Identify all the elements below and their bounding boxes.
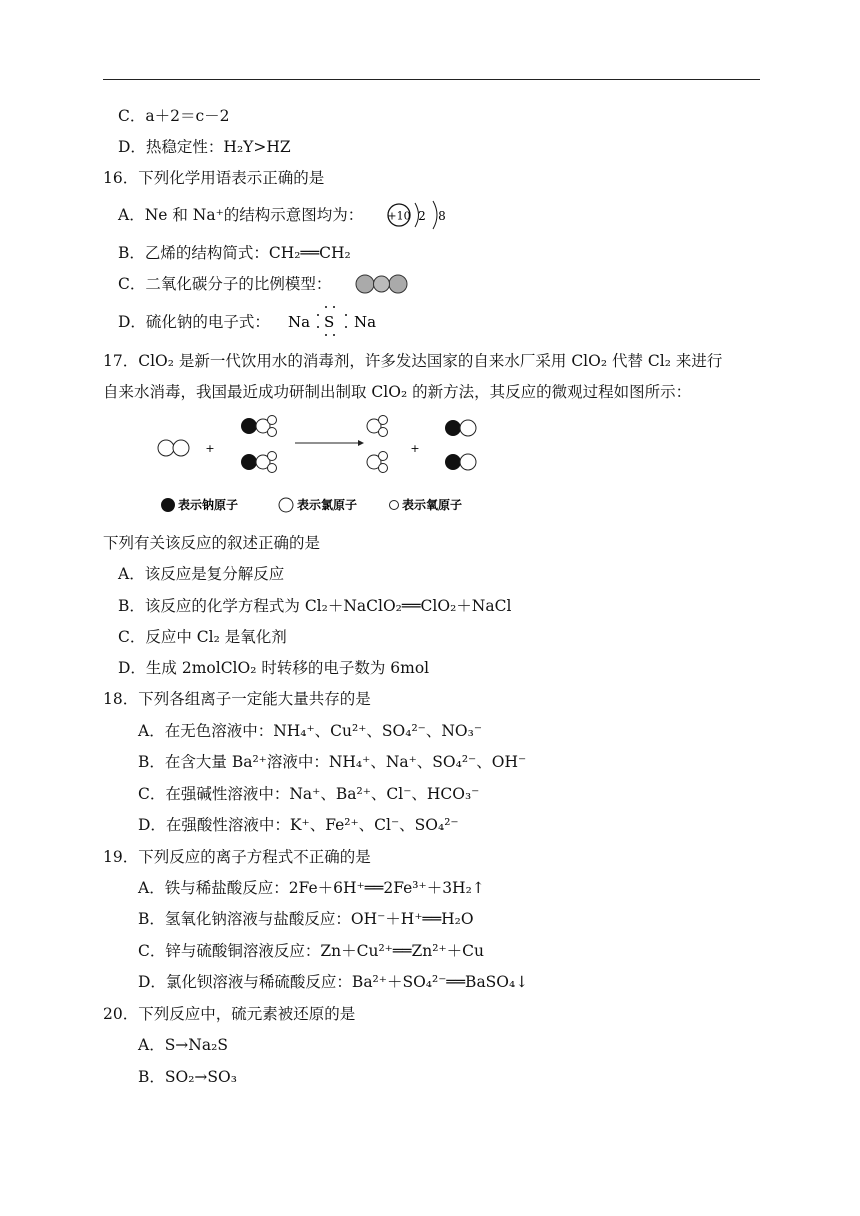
q19-option-a: A．铁与稀盐酸反应：2Fe＋6H⁺══2Fe³⁺＋3H₂↑ [138, 879, 485, 897]
na-left: Na [288, 313, 311, 331]
legend-sodium-marker [161, 498, 175, 512]
reaction-arrow-head [358, 440, 364, 446]
oxygen-atom-right [389, 275, 407, 293]
carbon-atom [374, 276, 390, 292]
co2-space-filling-model [354, 272, 410, 296]
question-17-line2: 自来水消毒，我国最近成功研制出制取 ClO₂ 的新方法，其反应的微观过程如图所示： [103, 383, 692, 401]
legend [161, 497, 462, 512]
q20-option-a: A．S→Na₂S [138, 1036, 228, 1054]
plus-sign-1: + [205, 442, 215, 455]
q19-option-b: B．氢氧化钠溶液与盐酸反应：OH⁻＋H⁺══H₂O [138, 910, 474, 928]
question-16: 16．下列化学用语表示正确的是 [103, 169, 325, 187]
q16-option-b: B．乙烯的结构简式：CH₂══CH₂ [118, 244, 351, 262]
question-17-line1: 17．ClO₂ 是新一代饮用水的消毒剂，许多发达国家的自来水厂采用 ClO₂ 代替 Cl₂ 来进行 [103, 352, 723, 370]
question-18: 18．下列各组离子一定能大量共存的是 [103, 690, 371, 708]
q19-option-d: D．氯化钡溶液与稀硫酸反应：Ba²⁺＋SO₄²⁻══BaSO₄↓ [138, 973, 529, 991]
cl2-molecule [158, 440, 189, 456]
q16d-label: D．硫化钠的电子式： [118, 313, 270, 331]
question-19: 19．下列反应的离子方程式不正确的是 [103, 848, 371, 866]
shell-2-electrons: 8 [438, 209, 446, 223]
nacl-molecule-2 [445, 454, 476, 470]
nacl-molecule-1 [445, 420, 476, 436]
q18-option-c: C．在强碱性溶液中：Na⁺、Ba²⁺、Cl⁻、HCO₃⁻ [138, 785, 480, 803]
legend-oxygen-text: 表示氧原子 [402, 498, 463, 512]
s-center: S [324, 313, 335, 331]
legend-sodium-text: 表示钠原子 [178, 498, 239, 512]
legend-oxygen-marker [390, 501, 399, 510]
nucleus-charge: +10 [387, 209, 411, 223]
q17-option-a: A．该反应是复分解反应 [118, 565, 285, 583]
q19-option-c: C．锌与硫酸铜溶液反应：Zn＋Cu²⁺══Zn²⁺＋Cu [138, 942, 485, 960]
question-20: 20．下列反应中，硫元素被还原的是 [103, 1005, 356, 1023]
q17-option-b: B．该反应的化学方程式为 Cl₂＋NaClO₂══ClO₂＋NaCl [118, 597, 512, 615]
legend-chlorine-marker [279, 498, 293, 512]
shell-arc-2 [433, 201, 437, 229]
q16-option-c: C．二氧化碳分子的比例模型： [118, 275, 332, 293]
clo2-molecule-2 [367, 452, 388, 473]
plus-sign-2: + [410, 442, 420, 455]
q17-stem: 下列有关该反应的叙述正确的是 [103, 534, 321, 552]
option-d-prev: D．热稳定性：H₂Y>HZ [118, 138, 291, 156]
option-c-prev: C．a＋2＝c－2 [118, 107, 230, 125]
legend-chlorine-text: 表示氯原子 [297, 498, 358, 512]
sodium-sulfide-electron-formula [284, 303, 384, 339]
naclo2-molecule-2 [241, 452, 277, 473]
clo2-molecule-1 [367, 416, 388, 437]
reaction-micro-diagram [150, 412, 490, 522]
q18-option-a: A．在无色溶液中：NH₄⁺、Cu²⁺、SO₄²⁻、NO₃⁻ [138, 722, 483, 740]
q20-option-b: B．SO₂→SO₃ [138, 1068, 237, 1086]
atom-structure-diagram [385, 196, 455, 234]
q18-option-b: B．在含大量 Ba²⁺溶液中：NH₄⁺、Na⁺、SO₄²⁻、OH⁻ [138, 753, 527, 771]
q17-option-d: D．生成 2molClO₂ 时转移的电子数为 6mol [118, 659, 430, 677]
q18-option-d: D．在强酸性溶液中：K⁺、Fe²⁺、Cl⁻、SO₄²⁻ [138, 816, 459, 834]
header-rule [103, 79, 760, 80]
shell-1-electrons: 2 [418, 209, 426, 223]
q17-option-c: C．反应中 Cl₂ 是氧化剂 [118, 628, 287, 646]
q16-option-d [118, 312, 270, 332]
oxygen-atom-left [356, 275, 374, 293]
na-right: Na [354, 313, 377, 331]
naclo2-molecule-1 [241, 416, 277, 437]
q16-option-a: A．Ne 和 Na⁺的结构示意图均为： [118, 206, 364, 224]
